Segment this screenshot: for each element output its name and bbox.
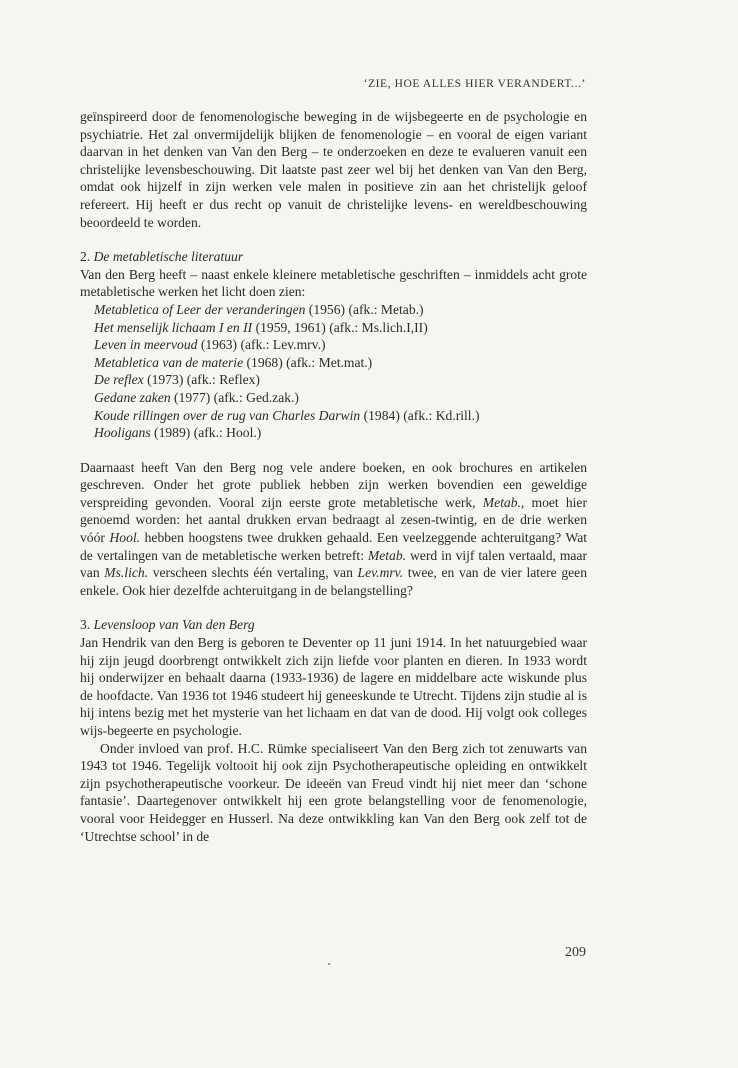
abbrev-metab: Metab. — [367, 547, 407, 563]
works-list-item — [94, 424, 587, 442]
section-3-paragraph-2: Onder invloed van prof. H.C. Rümke specialiseert Van den Berg zich tot zenuwarts van 1943 tot 1946. Tegelijk voltooit hij ook zijn Psychotherapeutische opleiding en ontwikkelt zijn psychotherapeutische voorkeur. De ideeën van Freud vindt hij niet meer dan ‘schone fantasie’. Daartegenover ontwikkelt hij een grote belangstelling voor de fenomenologie, vooral voor Heidegger en Husserl. Na deze ontwikkling kan Van den Berg ook zelf tot de ‘Utrechtse school’ in de — [80, 740, 587, 844]
page-body — [80, 108, 587, 845]
works-list-item — [94, 389, 587, 407]
works-list — [80, 301, 587, 442]
work-title: De reflex — [94, 372, 144, 388]
works-list-item — [94, 407, 587, 425]
section-3-number: 3. — [80, 617, 91, 633]
text-run: Daarnaast heeft Van den Berg nog vele andere boeken, en ook brochures en artikelen geschreven. Onder het grote publiek hebben zijn werken bovendien een geweldige verspreiding gevonden. Vooral zijn eerste grote metabletische werk, — [80, 459, 587, 510]
section-3-heading — [80, 616, 587, 634]
section-2-intro: Van den Berg heeft – naast enkele kleinere metabletische geschriften – inmiddels acht grote metabletische werken het licht doen zien: — [80, 266, 587, 300]
works-list-item — [94, 354, 587, 372]
text-run: twee, en van de vier latere geen enkele. Ook hier dezelfde achteruitgang in de belangstelling? — [80, 565, 587, 598]
work-details: (1956) (afk.: Metab.) — [305, 301, 424, 317]
section-3-title: Levensloop van Van den Berg — [93, 617, 255, 633]
abbrev-metab: Metab. — [482, 494, 521, 510]
abbrev-hool: Hool. — [109, 530, 141, 546]
work-details: (1977) (afk.: Ged.zak.) — [170, 389, 299, 405]
work-details: (1959, 1961) (afk.: Ms.lich.I,II) — [252, 319, 428, 335]
work-details: (1973) (afk.: Reflex) — [143, 372, 260, 388]
work-details: (1984) (afk.: Kd.rill.) — [360, 407, 480, 423]
section-2-paragraph — [80, 459, 587, 600]
text-run: , moet hier genoemd worden: het aantal drukken ervan bedraagt al zesen-twintig, en de drie werken vóór — [80, 494, 587, 546]
page-number: 209 — [565, 945, 586, 960]
work-title: Het menselijk lichaam I en II — [94, 319, 253, 335]
section-2-heading — [80, 248, 587, 266]
text-run: verscheen slechts één vertaling, van — [148, 565, 358, 581]
work-title: Leven in meervoud — [94, 337, 198, 353]
work-title: Metabletica of Leer der veranderingen — [94, 301, 306, 317]
running-head: ‘ZIE, HOE ALLES HIER VERANDERT...’ — [363, 78, 586, 90]
work-title: Gedane zaken — [94, 389, 171, 405]
work-details: (1968) (afk.: Met.mat.) — [243, 354, 373, 370]
abbrev-mslich: Ms.lich. — [104, 565, 149, 581]
text-run: hebben hoogstens twee drukken gehaald. Een veelzeggende achteruitgang? Wat de vertalingen van de metabletische werken betreft: — [80, 530, 587, 563]
work-title: Koude rillingen over de rug van Charles Darwin — [94, 407, 361, 423]
text-run: werd in vijf talen vertaald, maar van — [80, 547, 587, 581]
page-speck — [328, 963, 330, 965]
section-3-paragraph-1: Jan Hendrik van den Berg is geboren te Deventer op 11 juni 1914. In het natuurgebied waar hij zijn jeugd doorbrengt ontwikkelt zich zijn liefde voor planten en dieren. In 1933 wordt hij onderwijzer en behaalt daarna (1933-1936) de lagere en middelbare acte wiskunde plus de hoofdacte. Van 1936 tot 1946 studeert hij geneeskunde te Utrecht. Tijdens zijn studie al is hij intens bezig met het mysterie van het lichaam en dat van de dood. Hij volgt ook colleges wijs-begeerte en psychologie. — [80, 635, 587, 738]
section-2-title: De metabletische literatuur — [93, 249, 244, 265]
work-title: Hooligans — [94, 425, 151, 441]
works-list-item — [94, 336, 587, 354]
works-list-item — [94, 319, 587, 337]
works-list-item — [94, 371, 587, 389]
work-details: (1963) (afk.: Lev.mrv.) — [197, 337, 326, 353]
section-2-number: 2. — [80, 249, 91, 265]
work-details: (1989) (afk.: Hool.) — [150, 425, 262, 441]
abbrev-levmrv: Lev.mrv. — [357, 565, 404, 581]
work-title: Metabletica van de materie — [94, 354, 244, 370]
works-list-item — [94, 301, 587, 319]
paragraph-intro: geïnspireerd door de fenomenologische beweging in de wijsbegeerte en de psychologie en psychiatrie. Het zal onvermijdelijk blijken de fenomenologie – en vooral de eigen variant daarvan in het denken van Van den Berg – te onderzoeken en deze te evalueren vanuit een christelijke levensbeschouwing. Dit laatste past zeer wel bij het denken van Van den Berg, omdat ook hijzelf in zijn werken vele malen in positieve zin aan het christelijk geloof refereert. Hij heeft er dus recht op vanuit de christelijke levens- en wereldbeschouwing beoordeeld te worden. — [80, 109, 587, 230]
